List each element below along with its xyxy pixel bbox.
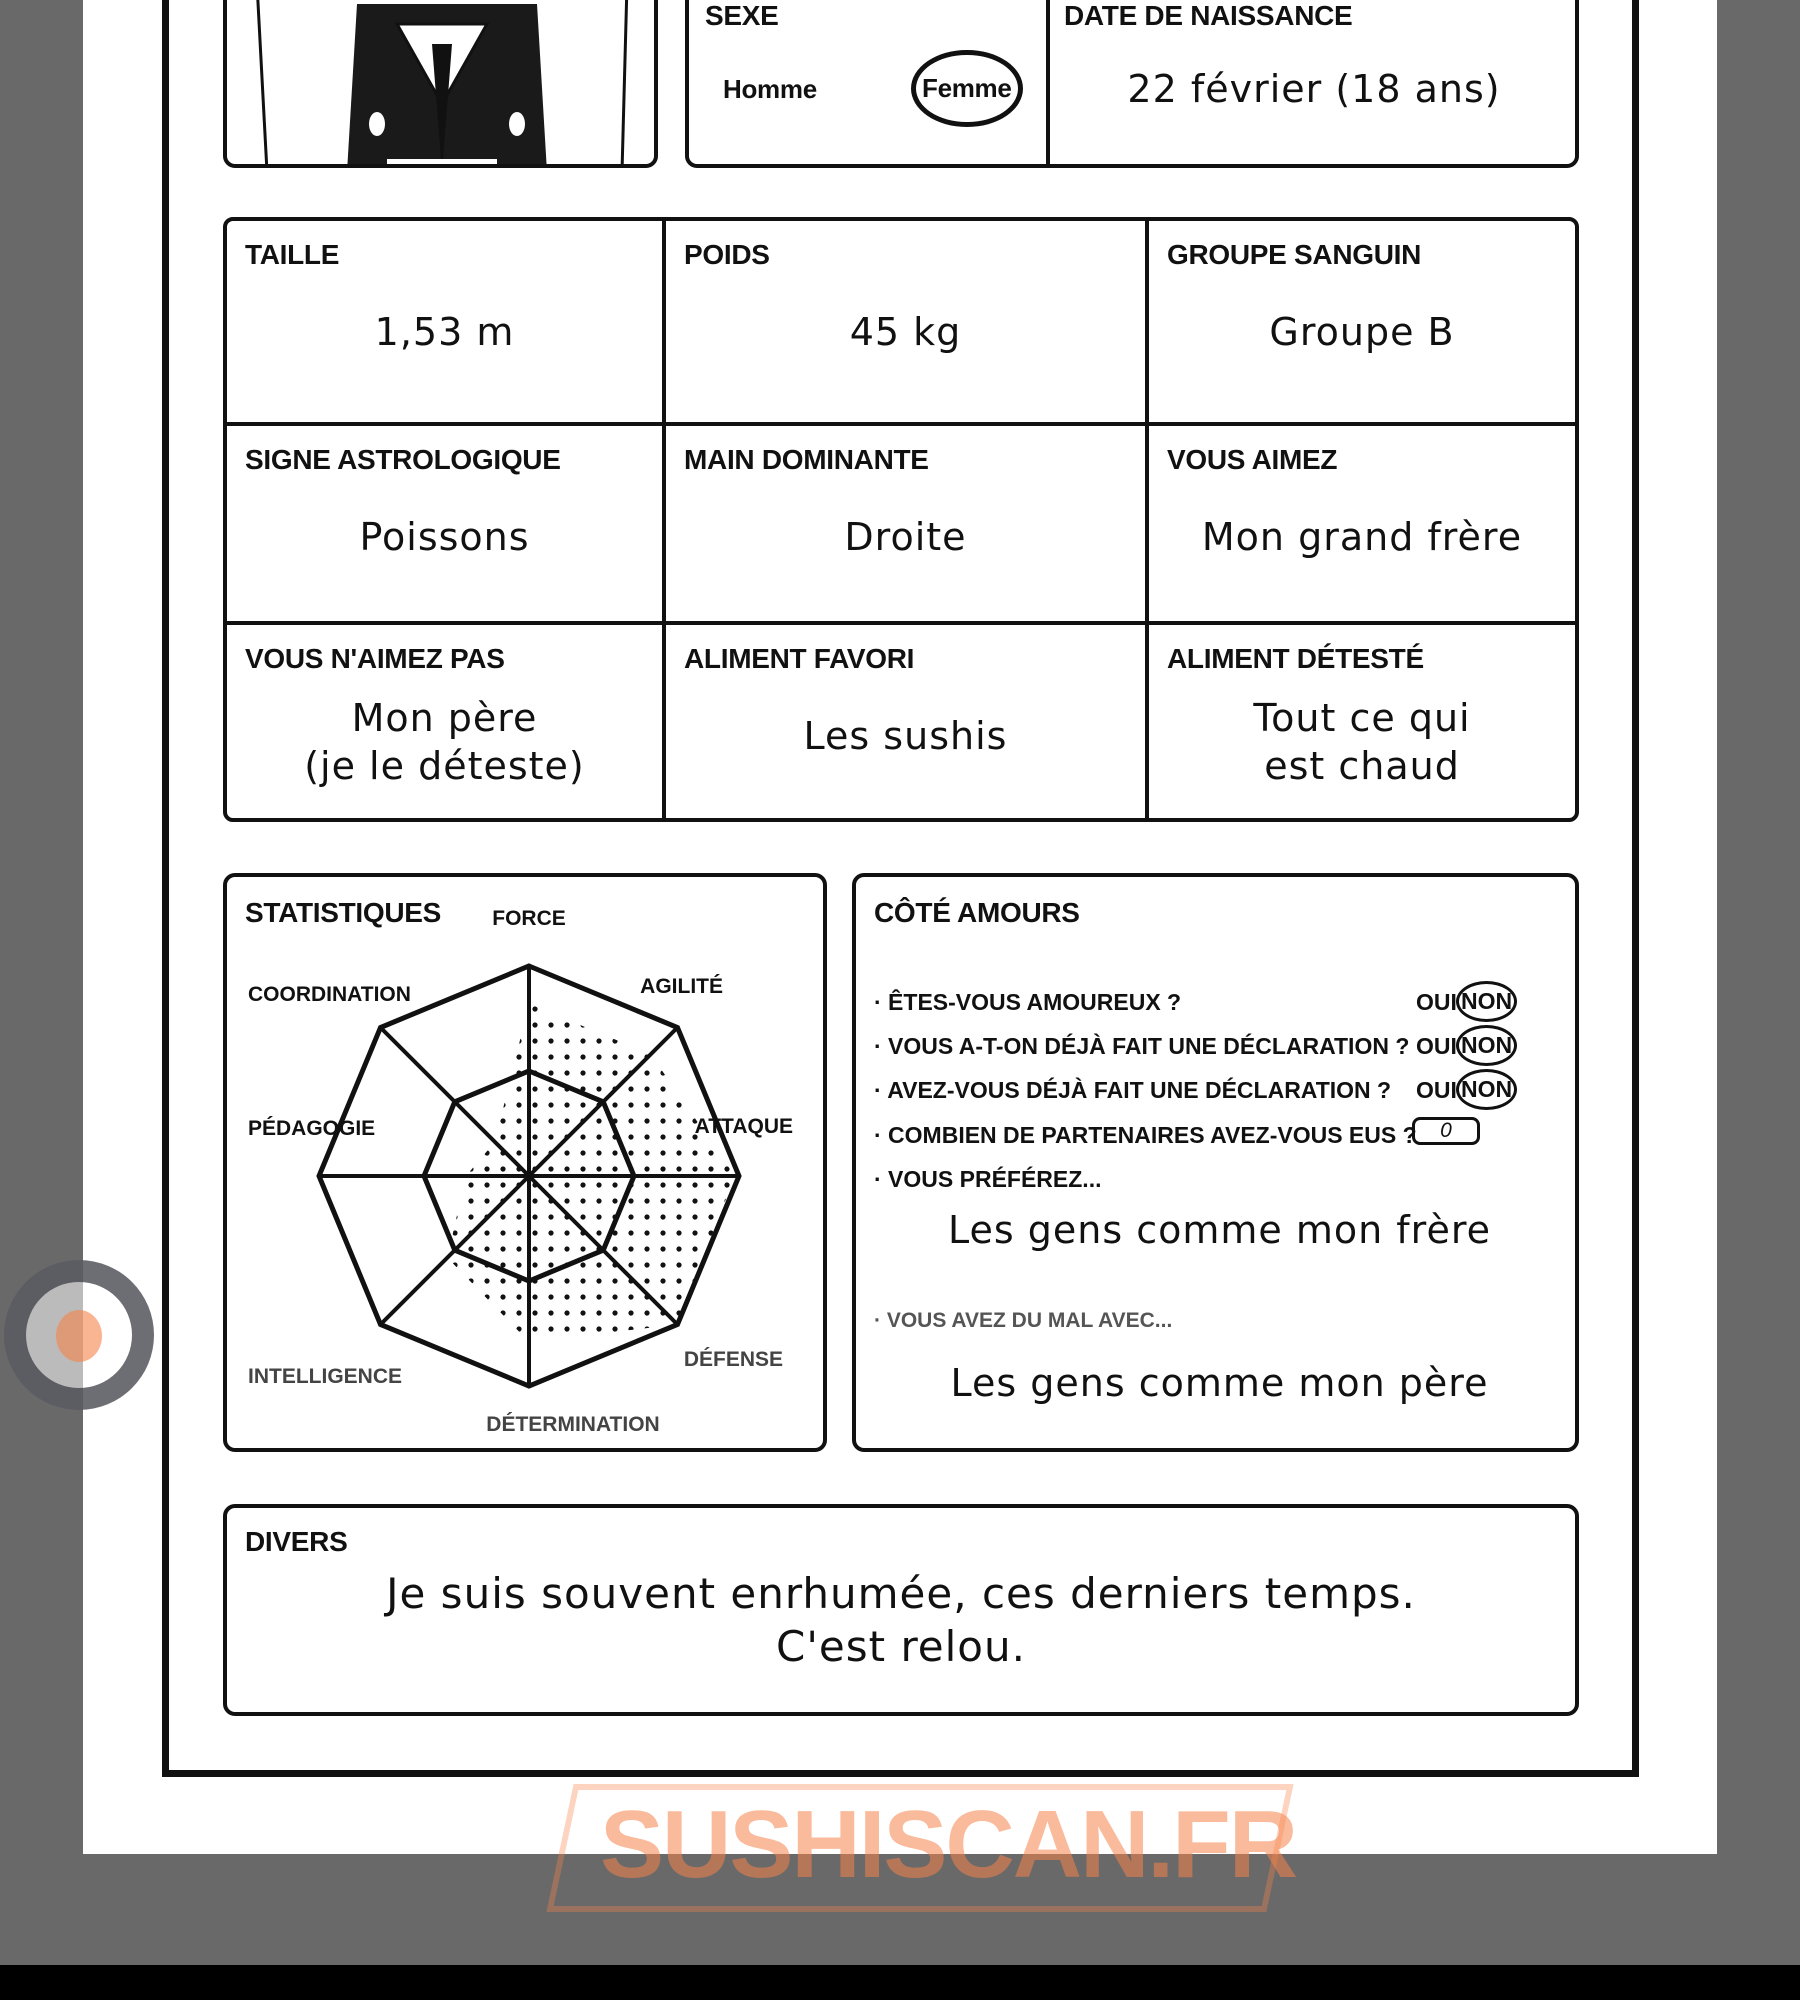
- cell-value: 45 kg: [849, 310, 962, 354]
- cell-value: Poissons: [359, 515, 530, 559]
- love-question: · AVEZ-VOUS DÉJÀ FAIT UNE DÉCLARATION ?: [874, 1077, 1392, 1103]
- info-cell: [227, 625, 662, 818]
- axis-label-0: FORCE: [492, 907, 566, 930]
- prefer-value: Les gens comme mon frère: [948, 1208, 1491, 1252]
- cell-label: GROUPE SANGUIN: [1167, 239, 1422, 270]
- date-value: 22 février (18 ans): [1127, 67, 1501, 111]
- cell-label: POIDS: [684, 239, 770, 270]
- answer-non-circled[interactable]: NON: [1456, 1069, 1517, 1110]
- cell-label: SIGNE ASTROLOGIQUE: [245, 444, 561, 475]
- amours-title: CÔTÉ AMOURS: [874, 897, 1080, 928]
- trouble-value: Les gens comme mon père: [950, 1361, 1489, 1405]
- cell-value: 1,53 m: [374, 310, 515, 354]
- love-question: · VOUS A-T-ON DÉJÀ FAIT UNE DÉCLARATION ?: [874, 1033, 1410, 1059]
- stats-title: STATISTIQUES: [245, 897, 442, 928]
- amours-box: [852, 873, 1579, 1452]
- cell-label: ALIMENT DÉTESTÉ: [1167, 643, 1424, 674]
- info-cell: [666, 426, 1145, 621]
- info-grid: [223, 217, 1579, 822]
- watermark-text: SUSHISCAN.FR: [600, 1791, 1297, 1898]
- partners-field[interactable]: 0: [1412, 1117, 1480, 1145]
- portrait-box: [223, 0, 658, 168]
- axis-label-4: DÉTERMINATION: [486, 1413, 660, 1436]
- sexe-label: SEXE: [705, 0, 779, 31]
- date-label: DATE DE NAISSANCE: [1064, 0, 1353, 31]
- cell-value: Mon grand frère: [1201, 515, 1523, 559]
- cell-value: Groupe B: [1269, 310, 1455, 354]
- cell-label: ALIMENT FAVORI: [684, 643, 915, 674]
- answer-non-circled[interactable]: NON: [1456, 1025, 1517, 1066]
- cell-label: TAILLE: [245, 239, 340, 270]
- cell-label: VOUS AIMEZ: [1167, 444, 1338, 475]
- cell-value: Mon père (je le déteste): [304, 696, 585, 788]
- cell-value: Tout ce qui est chaud: [1253, 696, 1471, 788]
- partners-question: · COMBIEN DE PARTENAIRES AVEZ-VOUS EUS ?: [874, 1122, 1417, 1148]
- cell-value: Droite: [844, 515, 967, 559]
- love-question: · ÊTES-VOUS AMOUREUX ?: [874, 989, 1182, 1015]
- info-cell: [1149, 625, 1575, 818]
- axis-label-6: PÉDAGOGIE: [248, 1117, 376, 1140]
- identity-box: [685, 0, 1579, 168]
- axis-label-7: COORDINATION: [248, 983, 411, 1006]
- answer-oui[interactable]: OUI: [1416, 1033, 1457, 1059]
- axis-label-1: AGILITÉ: [640, 975, 723, 998]
- divers-box: [223, 1504, 1579, 1716]
- info-cell: [666, 625, 1145, 818]
- option-femme-circled[interactable]: Femme: [911, 50, 1023, 127]
- heart-icon: [56, 1310, 102, 1362]
- cell-label: VOUS N'AIMEZ PAS: [245, 643, 505, 674]
- answer-oui[interactable]: OUI: [1416, 1077, 1457, 1103]
- divers-label: DIVERS: [245, 1526, 348, 1557]
- character-illustration: [227, 0, 658, 168]
- answer-non-circled[interactable]: NON: [1456, 981, 1517, 1022]
- info-cell: [1149, 221, 1575, 422]
- divers-value: Je suis souvent enrhumée, ces derniers temps. C'est relou.: [386, 1569, 1416, 1671]
- stats-radar-chart: [223, 873, 827, 1452]
- info-cell: [1149, 426, 1575, 621]
- watermark-logo: [4, 1260, 154, 1410]
- cell-value: Les sushis: [803, 714, 1008, 758]
- cell-label: MAIN DOMINANTE: [684, 444, 929, 475]
- info-cell: [227, 426, 662, 621]
- bottom-bar: [0, 1965, 1800, 2000]
- axis-label-3: DÉFENSE: [683, 1348, 783, 1371]
- option-homme[interactable]: Homme: [723, 74, 817, 104]
- trouble-question: · VOUS AVEZ DU MAL AVEC...: [874, 1309, 1173, 1332]
- axis-label-2: ATTAQUE: [694, 1115, 793, 1138]
- prefer-question: · VOUS PRÉFÉREZ...: [874, 1166, 1102, 1192]
- info-cell: [227, 221, 662, 422]
- answer-oui[interactable]: OUI: [1416, 989, 1457, 1015]
- info-cell: [666, 221, 1145, 422]
- axis-label-5: INTELLIGENCE: [248, 1365, 403, 1388]
